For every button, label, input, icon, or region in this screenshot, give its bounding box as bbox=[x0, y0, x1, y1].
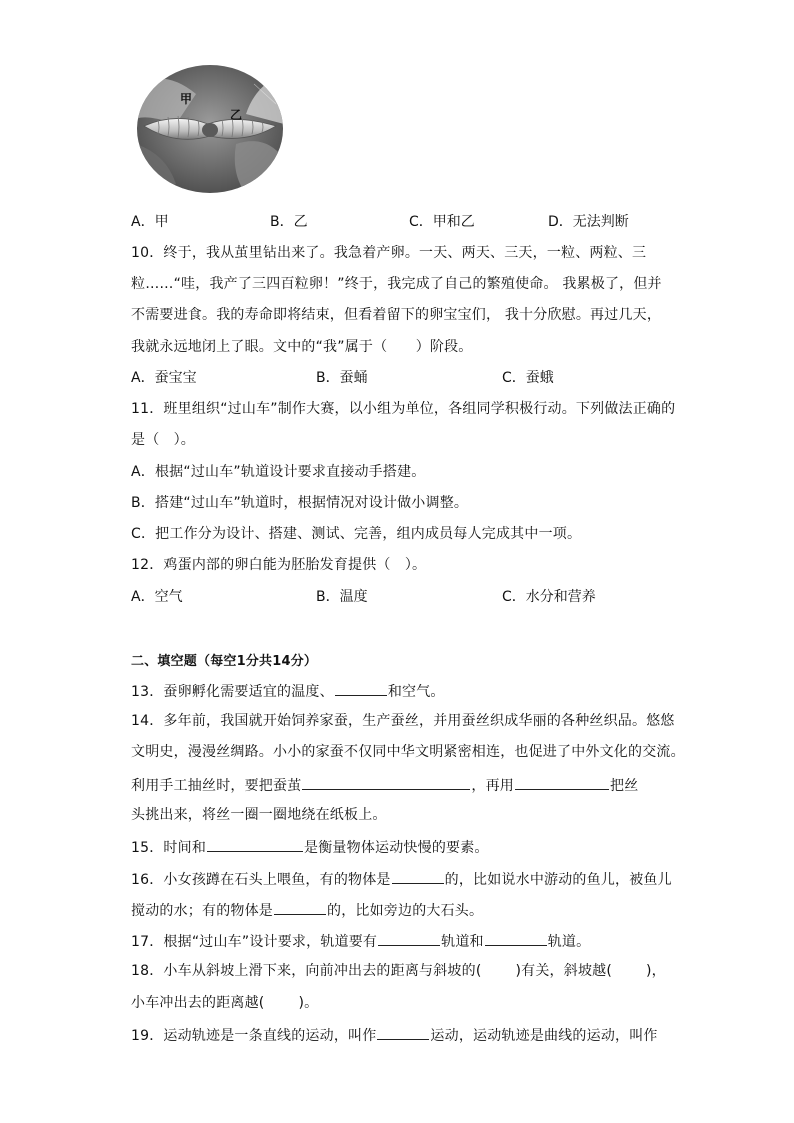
q12-text: 12．鸡蛋内部的卵白能为胚胎发育提供（ ）。 bbox=[131, 557, 427, 573]
q11-option-b: B．搭建“过山车”轨道时，根据情况对设计做小调整。 bbox=[131, 495, 469, 511]
q14-blank-1[interactable] bbox=[302, 774, 470, 790]
q17-text-c: 轨道。 bbox=[547, 934, 591, 950]
q16-text-a: 16．小女孩蹲在石头上喂鱼，有的物体是 bbox=[131, 872, 391, 888]
q10-option-b: B．蚕蛹 bbox=[316, 370, 368, 386]
q9-option-d: D．无法判断 bbox=[548, 214, 629, 230]
q19-blank-1[interactable] bbox=[377, 1024, 429, 1040]
q11-option-c: C．把工作分为设计、搭建、测试、完善，组内成员每人完成其中一项。 bbox=[131, 526, 582, 542]
q17-blank-1[interactable] bbox=[378, 930, 440, 946]
q14-line-2: 文明史，漫漫丝绸路。小小的家蚕不仅同中华文明紧密相连，也促进了中外文化的交流。 bbox=[131, 744, 685, 760]
q15-blank[interactable] bbox=[207, 836, 303, 852]
q17-text-b: 轨道和 bbox=[441, 934, 484, 950]
q18-line-1 bbox=[131, 961, 666, 981]
q13 bbox=[131, 680, 445, 702]
q15-text-b: 是衡量物体运动快慢的要素。 bbox=[304, 840, 489, 856]
q16-blank-2[interactable] bbox=[274, 899, 326, 915]
q12-option-b: B．温度 bbox=[316, 589, 368, 605]
section-2-title: 二、填空题（每空1分共14分） bbox=[131, 654, 318, 669]
q16-text-d: 的，比如旁边的大石头。 bbox=[327, 903, 484, 919]
label-jia: 甲 bbox=[180, 92, 193, 106]
q19-text-a: 19．运动轨迹是一条直线的运动，叫作 bbox=[131, 1028, 377, 1044]
q14-text-c: 把丝 bbox=[610, 778, 639, 794]
q9-option-c: C．甲和乙 bbox=[409, 214, 475, 230]
q14-line-3 bbox=[131, 774, 638, 796]
q13-blank[interactable] bbox=[335, 680, 387, 696]
q10-option-c: C．蚕蛾 bbox=[502, 370, 554, 386]
q16-line-1 bbox=[131, 868, 672, 890]
q13-text-a: 13．蚕卵孵化需要适宜的温度、 bbox=[131, 684, 334, 700]
q11-option-a: A．根据“过山车”轨道设计要求直接动手搭建。 bbox=[131, 464, 426, 480]
q12-option-c: C．水分和营养 bbox=[502, 589, 596, 605]
silkworm-photo bbox=[136, 64, 284, 194]
q14-blank-2[interactable] bbox=[515, 774, 609, 790]
q11-line-1: 11．班里组织“过山车”制作大赛，以小组为单位，各组同学积极行动。下列做法正确的 bbox=[131, 401, 676, 417]
q19-text-b: 运动，运动轨迹是曲线的运动，叫作 bbox=[430, 1028, 658, 1044]
label-yi: 乙 bbox=[230, 108, 243, 122]
q16-text-c: 搅动的水；有的物体是 bbox=[131, 903, 273, 919]
q16-line-2 bbox=[131, 899, 483, 921]
q10-line-4: 我就永远地闭上了眼。文中的“我”属于（ ）阶段。 bbox=[131, 339, 473, 355]
q19 bbox=[131, 1024, 658, 1046]
q16-blank-1[interactable] bbox=[392, 868, 444, 884]
q10-line-2: 粒……“哇，我产了三四百粒卵！”终于，我完成了自己的繁殖使命。 我累极了，但并 bbox=[131, 276, 662, 292]
q13-text-b: 和空气。 bbox=[387, 684, 445, 700]
q17-blank-2[interactable] bbox=[485, 930, 547, 946]
q9-option-a: A．甲 bbox=[131, 214, 169, 230]
q15 bbox=[131, 836, 489, 858]
q18-text-e: )。 bbox=[298, 995, 319, 1011]
q10-line-3: 不需要进食。我的寿命即将结束，但看着留下的卵宝宝们， 我十分欣慰。再过几天， bbox=[131, 307, 662, 323]
q17 bbox=[131, 930, 590, 952]
q14-line-4: 头挑出来，将丝一圈一圈地绕在纸板上。 bbox=[131, 807, 387, 823]
q9-option-b: B．乙 bbox=[270, 214, 308, 230]
q17-text-a: 17．根据“过山车”设计要求，轨道要有 bbox=[131, 934, 378, 950]
q12-option-a: A．空气 bbox=[131, 589, 183, 605]
q16-text-b: 的，比如说水中游动的鱼儿，被鱼儿 bbox=[444, 872, 672, 888]
q18-text-c: )， bbox=[646, 963, 666, 979]
q14-line-1: 14．多年前，我国就开始饲养家蚕，生产蚕丝，并用蚕丝织成华丽的各种丝织品。悠悠 bbox=[131, 713, 675, 729]
q14-text-b: ，再用 bbox=[471, 778, 515, 794]
q18-text-b: )有关，斜坡越( bbox=[515, 963, 613, 979]
q10-line-1: 10．终于，我从茧里钻出来了。我急着产卵。一天、两天、三天，一粒、两粒、三 bbox=[131, 245, 647, 261]
q15-text-a: 15．时间和 bbox=[131, 840, 207, 856]
q18-text-d: 小车冲出去的距离越( bbox=[131, 995, 265, 1011]
q11-line-2: 是（ ）。 bbox=[131, 432, 195, 448]
q18-line-2 bbox=[131, 993, 318, 1013]
q18-text-a: 18．小车从斜坡上滑下来，向前冲出去的距离与斜坡的( bbox=[131, 963, 482, 979]
q14-text-a: 利用手工抽丝时，要把蚕茧 bbox=[131, 778, 302, 794]
q10-option-a: A．蚕宝宝 bbox=[131, 370, 197, 386]
